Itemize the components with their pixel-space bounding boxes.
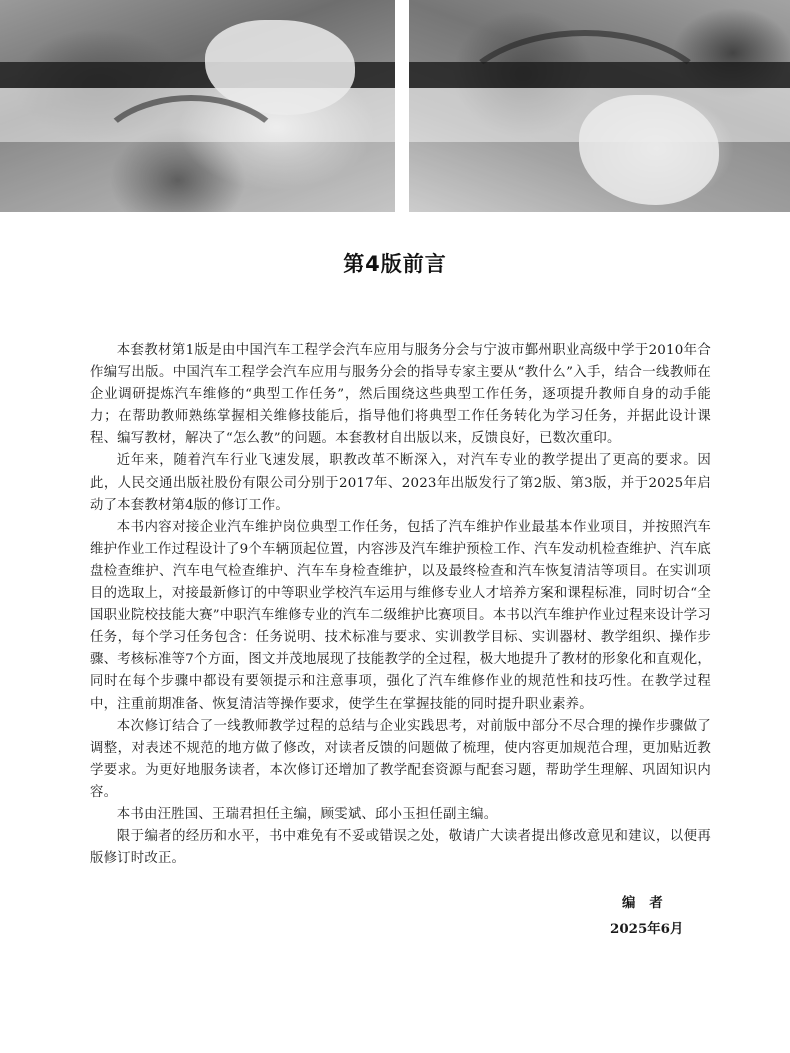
- preface-paragraph: 限于编者的经历和水平，书中难免有不妥或错误之处，敬请广大读者提出修改意见和建议，以便再版修订时改正。: [90, 829, 711, 867]
- page-title: 第4版前言: [343, 252, 447, 276]
- engine-repair-photo-right: [409, 0, 790, 212]
- header-photo-banner: [0, 0, 790, 212]
- banner-divider: [395, 0, 409, 212]
- preface-paragraph: 本书由汪胜国、王瑞君担任主编，顾雯斌、邱小玉担任副主编。: [116, 806, 498, 822]
- preface-body: [90, 340, 711, 870]
- preface-paragraph: 本书内容对接企业汽车维护岗位典型工作任务，包括了汽车维护作业最基本作业项目，并按照汽车维护作业工作过程设计了9个车辆顶起位置，内容涉及汽车维护预检工作、汽车发动机检查维护、汽车底盘检查维护、汽车电气检查维护、汽车车身检查维护，以及最终检查和汽车恢复清洁等项目。在实训项目的选取上，对接最新修订的中等职业学校汽车运用与维修专业人才培养方案和课程标准，同时切合“全国职业院校技能大赛”中职汽车维修专业的汽车二级维护比赛项目。本书以汽车维护作业过程来设计学习任务，每个学习任务包含：任务说明、技术标准与要求、实训教学目标、实训器材、教学组织、操作步骤、考核标准等7个方面，图文并茂地展现了技能教学的全过程，极大地提升了教材的形象化和直观化，同时在每个步骤中都设有要领提示和注意事项，强化了汽车维修作业的规范性和技巧性。在教学过程中，注重前期准备、恢复清洁等操作要求，使学生在掌握技能的同时提升职业素养。: [90, 519, 711, 712]
- preface-paragraph: 本套教材第1版是由中国汽车工程学会汽车应用与服务分会与宁波市鄞州职业高级中学于2010年合作编写出版。中国汽车工程学会汽车应用与服务分会的指导专家主要从“教什么”入手，结合一线教师在企业调研提炼汽车维修的“典型工作任务”，然后围绕这些典型工作任务，逐项提升教师自身的动手能力；在帮助教师熟练掌握相关维修技能后，指导他们将典型工作任务转化为学习任务，并据此设计课程、编写教材，解决了“怎么教”的问题。本套教材自出版以来，反馈良好，已数次重印。: [90, 343, 711, 447]
- editor-label: 编者: [622, 895, 677, 911]
- signature-block: [600, 890, 720, 942]
- preface-paragraph: 本次修订结合了一线教师教学过程的总结与企业实践思考，对前版中部分不尽合理的操作步骤做了调整，对表述不规范的地方做了修改，对读者反馈的问题做了梳理，使内容更加规范合理，更加贴近教学要求。为更好地服务读者，本次修订还增加了教学配套资源与配套习题，帮助学生理解、巩固知识内容。: [90, 718, 711, 800]
- engine-repair-photo-left: [0, 0, 395, 212]
- preface-paragraph: 近年来，随着汽车行业飞速发展，职教改革不断深入，对汽车专业的教学提出了更高的要求。因此，人民交通出版社股份有限公司分别于2017年、2023年出版发行了第2版、第3版，并于2025年启动了本套教材第4版的修订工作。: [90, 453, 711, 513]
- signature-date: 2025年6月: [610, 921, 684, 937]
- hose-shape: [449, 30, 721, 192]
